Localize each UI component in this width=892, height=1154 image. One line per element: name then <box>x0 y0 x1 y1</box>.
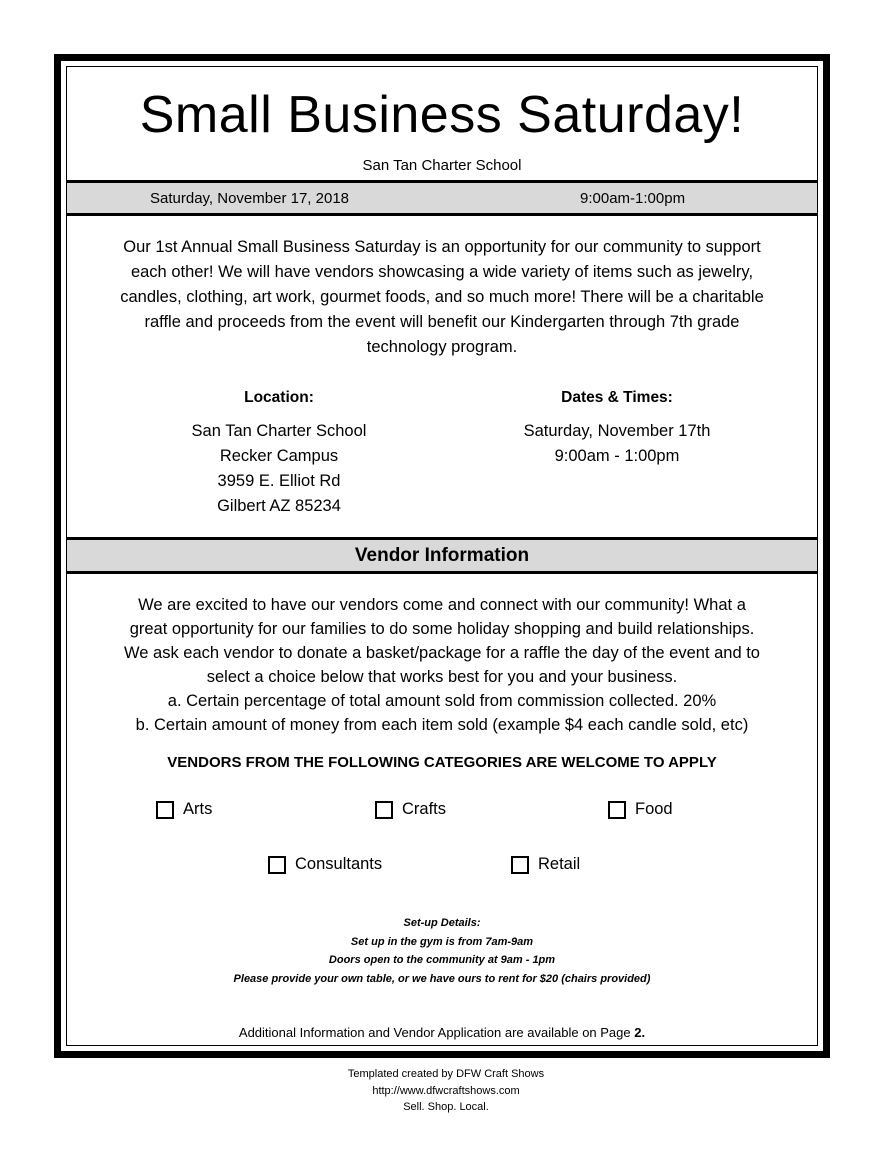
setup-line: Doors open to the community at 9am - 1pm <box>328 954 556 966</box>
additional-info <box>67 1025 817 1040</box>
crafts-checkbox[interactable] <box>375 801 393 819</box>
footer-tagline: Sell. Shop. Local. <box>403 1101 489 1113</box>
dates-times-block <box>487 387 747 469</box>
vendor-option-a: a. Certain percentage of total amount sold from commission collected. 20% <box>167 692 717 710</box>
flyer-frame <box>54 54 830 1058</box>
intro-line: technology program. <box>366 338 518 356</box>
footer <box>0 1066 892 1116</box>
intro-paragraph <box>87 235 797 360</box>
additional-page: 2. <box>634 1025 646 1040</box>
intro-line: candles, clothing, art work, gourmet foods, and so much more! There will be a charitable <box>120 288 764 306</box>
footer-url: http://www.dfwcraftshows.com <box>372 1084 520 1097</box>
dates-times-line: 9:00am - 1:00pm <box>554 447 680 465</box>
school-name: San Tan Charter School <box>362 157 522 174</box>
category-food[interactable] <box>608 800 673 819</box>
location-line: 3959 E. Elliot Rd <box>217 472 341 490</box>
additional-text: Additional Information and Vendor Application are available on Page <box>238 1025 635 1040</box>
consultants-checkbox[interactable] <box>268 856 286 874</box>
category-consultants[interactable] <box>268 855 382 874</box>
location-line: San Tan Charter School <box>191 422 367 440</box>
location-heading: Location: <box>244 389 314 406</box>
dates-times-heading: Dates & Times: <box>561 389 673 406</box>
category-label: Food <box>635 800 673 818</box>
vendor-line: We ask each vendor to donate a basket/package for a raffle the day of the event and to <box>124 644 760 662</box>
flyer-inner-border <box>66 66 818 1046</box>
location-line: Gilbert AZ 85234 <box>217 497 341 515</box>
footer-credit: Templated created by DFW Craft Shows <box>347 1068 545 1080</box>
setup-line: Set up in the gym is from 7am-9am <box>350 935 534 948</box>
event-time: 9:00am-1:00pm <box>580 190 686 207</box>
setup-line: Please provide your own table, or we have ours to rent for $20 (chairs provided) <box>233 972 651 985</box>
category-label: Consultants <box>295 855 383 873</box>
vendor-paragraph <box>83 593 801 737</box>
intro-line: raffle and proceeds from the event will benefit our Kindergarten through 7th grade <box>144 313 740 331</box>
category-arts[interactable] <box>156 800 212 819</box>
date-bar <box>67 180 817 216</box>
vendor-option-b: b. Certain amount of money from each item sold (example $4 each candle sold, etc) <box>135 716 749 734</box>
intro-line: Our 1st Annual Small Business Saturday is an opportunity for our community to support <box>123 238 761 256</box>
vendor-info-bar <box>67 537 817 574</box>
category-label: Crafts <box>402 800 447 818</box>
category-label: Retail <box>538 855 581 873</box>
vendor-line: select a choice below that works best for you and your business. <box>206 668 678 686</box>
dates-times-line: Saturday, November 17th <box>523 422 711 440</box>
event-date: Saturday, November 17, 2018 <box>150 190 350 207</box>
retail-checkbox[interactable] <box>511 856 529 874</box>
vendor-line: great opportunity for our families to do some holiday shopping and build relationships. <box>129 620 755 638</box>
setup-details <box>67 914 817 988</box>
category-crafts[interactable] <box>375 800 446 819</box>
location-block <box>149 387 409 519</box>
vendor-line: We are excited to have our vendors come and connect with our community! What a <box>138 596 746 614</box>
location-line: Recker Campus <box>219 447 339 465</box>
page-title: Small Business Saturday! <box>139 86 745 144</box>
vendor-info-heading: Vendor Information <box>354 545 530 566</box>
category-retail[interactable] <box>511 855 580 874</box>
intro-line: each other! We will have vendors showcasing a wide variety of items such as jewelry, <box>130 263 754 281</box>
setup-heading: Set-up Details: <box>403 917 481 929</box>
categories-heading: VENDORS FROM THE FOLLOWING CATEGORIES ARE WELCOME TO APPLY <box>167 754 717 771</box>
food-checkbox[interactable] <box>608 801 626 819</box>
arts-checkbox[interactable] <box>156 801 174 819</box>
category-label: Arts <box>183 800 213 818</box>
